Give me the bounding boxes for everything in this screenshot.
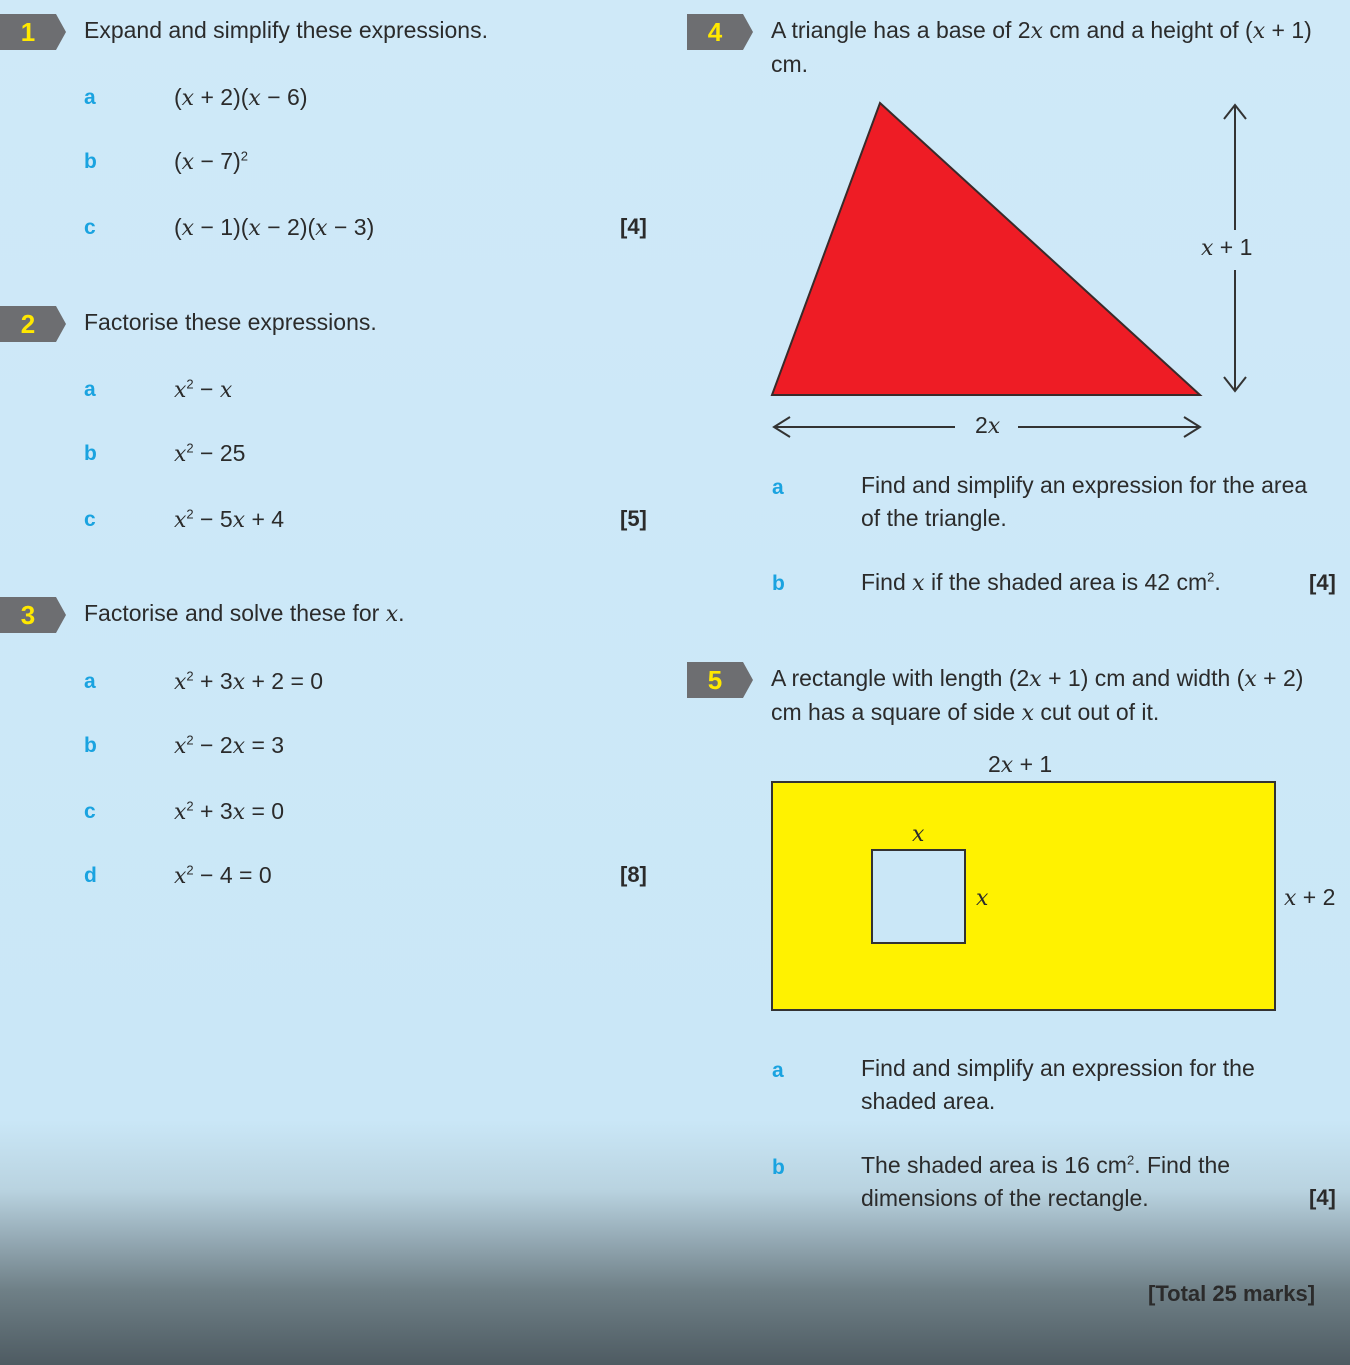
- question-5-badge: [687, 662, 753, 698]
- triangle-height-label: x + 1: [1201, 234, 1253, 261]
- question-1-badge: [0, 14, 66, 50]
- q5-part-b-text: The shaded area is 16 $cm^2$. Find the dimensions of the rectangle.: [861, 1152, 1231, 1211]
- q5-marks: [4]: [1309, 1185, 1336, 1210]
- q5-part-a-text: Find and simplify an expression for the shaded area.: [861, 1055, 1255, 1114]
- q5-part-a-label: a: [772, 1059, 784, 1082]
- q4-marks: [4]: [1309, 570, 1336, 595]
- rectangle-length-label: 2x + 1: [988, 751, 1053, 778]
- q3-part-d-expression: $x^2 - 4 = 0$: [174, 862, 272, 889]
- question-2-badge: [0, 306, 66, 342]
- q2-part-a-label: a: [84, 378, 96, 401]
- question-1-number: 1: [20, 17, 36, 47]
- q4-part-a-label: a: [772, 476, 784, 499]
- q3-part-d-label: d: [84, 864, 97, 887]
- cut-out-square: [872, 850, 965, 943]
- question-5-prompt: A rectangle with length (2x + 1) cm and width (x + 2) cm has a square of side x cut out of it.: [771, 665, 1304, 726]
- q1-part-b-label: b: [84, 150, 97, 173]
- q4-part-a-text: Find and simplify an expression for the area of the triangle.: [861, 472, 1308, 531]
- triangle-base-label: 2x: [975, 412, 1001, 439]
- question-1-prompt: Expand and simplify these expressions.: [84, 17, 488, 43]
- q4-part-b-text: Find x if the shaded area is 42 $cm^2$.: [861, 569, 1221, 596]
- q3-part-a-label: a: [84, 670, 96, 693]
- question-3-prompt: Factorise and solve these for x.: [84, 600, 405, 627]
- q3-part-a-expression: $x^2 + 3x + 2 = 0$: [174, 668, 324, 695]
- q1-marks: [4]: [620, 214, 647, 239]
- q4-part-b-label: b: [772, 572, 785, 595]
- q1-part-a-label: a: [84, 86, 96, 109]
- q2-part-b-label: b: [84, 442, 97, 465]
- q3-part-b-label: b: [84, 734, 97, 757]
- q2-marks: [5]: [620, 506, 647, 531]
- question-5-number: 5: [707, 665, 723, 695]
- q1-part-c-expression: (x − 1)(x − 2)(x − 3): [174, 214, 375, 241]
- triangle-figure: [760, 95, 1300, 445]
- rectangle-width-label: x + 2: [1284, 884, 1336, 911]
- q1-part-c-label: c: [84, 216, 96, 239]
- q1-part-a-expression: (x + 2)(x − 6): [174, 84, 308, 111]
- question-4-number: 4: [707, 17, 723, 47]
- q1-part-b-expression: $(x - 7)^2$: [174, 148, 248, 175]
- q5-part-b-label: b: [772, 1156, 785, 1179]
- shaded-triangle: [772, 103, 1200, 395]
- q3-part-c-expression: $x^2 + 3x = 0$: [174, 798, 285, 825]
- square-top-label: x: [912, 822, 925, 847]
- rectangle-figure: [770, 780, 1280, 1014]
- question-2-number: 2: [20, 309, 36, 339]
- question-3-badge: [0, 597, 66, 633]
- q2-part-a-expression: $x^2 - x$: [174, 376, 233, 403]
- q3-part-b-expression: $x^2 - 2x = 3$: [174, 732, 285, 759]
- question-4-prompt: A triangle has a base of 2x cm and a height of (x + 1) cm.: [771, 17, 1312, 77]
- q2-part-b-expression: $x^2 - 25$: [174, 440, 246, 467]
- question-4-badge: [687, 14, 753, 50]
- q3-part-c-label: c: [84, 800, 96, 823]
- shaded-rectangle: [772, 782, 1275, 1010]
- q3-marks: [8]: [620, 862, 647, 887]
- square-side-label: x: [976, 886, 989, 911]
- question-3-number: 3: [20, 600, 36, 630]
- q2-part-c-label: c: [84, 508, 96, 531]
- q2-part-c-expression: $x^2 - 5x + 4$: [174, 506, 285, 533]
- question-2-prompt: Factorise these expressions.: [84, 309, 377, 335]
- total-marks: [Total 25 marks]: [1148, 1281, 1316, 1306]
